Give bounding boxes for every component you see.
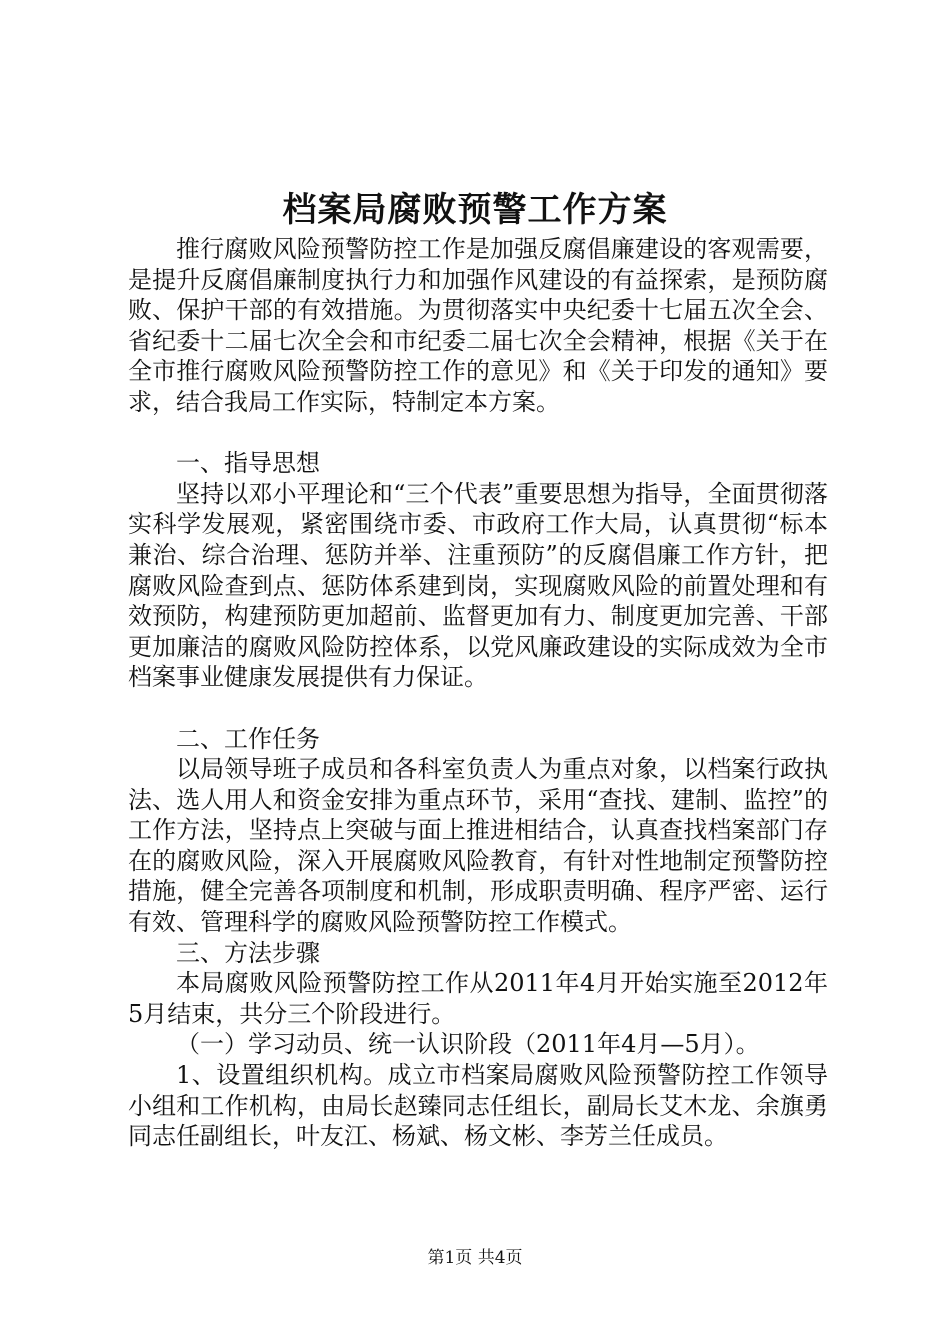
section-heading-method-steps: 三、方法步骤 xyxy=(176,938,320,967)
paragraph-gap xyxy=(128,693,828,724)
section-heading-work-tasks: 二、工作任务 xyxy=(176,724,320,753)
method-steps-paragraph: 本局腐败风险预警防控工作从2011年4月开始实施至2012年5月结束，共分三个阶段进行。 xyxy=(128,969,828,1028)
item-one-paragraph: 1、设置组织机构。成立市档案局腐败风险预警防控工作领导小组和工作机构，由局长赵臻同志任组长，副局长艾木龙、余旗勇同志任副组长，叶友江、杨斌、杨文彬、李芳兰任成员。 xyxy=(128,1061,828,1151)
intro-paragraph: 推行腐败风险预警防控工作是加强反腐倡廉建设的客观需要，是提升反腐倡廉制度执行力和加强作风建设的有益探索，是预防腐败、保护干部的有效措施。为贯彻落实中央纪委十七届五次全会、省纪委十二届七次全会和市纪委二届七次全会精神，根据《关于在全市推行腐败风险预警防控工作的意见》和《关于印发的通知》要求，结合我局工作实际，特制定本方案。 xyxy=(128,235,828,416)
guiding-thought-paragraph: 坚持以邓小平理论和“三个代表”重要思想为指导，全面贯彻落实科学发展观，紧密围绕市委、市政府工作大局，认真贯彻“标本兼治、综合治理、惩防并举、注重预防”的反腐倡廉工作方针，把腐败风险查到点、惩防体系建到岗，实现腐败风险的前置处理和有效预防，构建预防更加超前、监督更加有力、制度更加完善、干部更加廉洁的腐败风险防控体系，以党风廉政建设的实际成效为全市档案事业健康发展提供有力保证。 xyxy=(128,479,828,692)
section-heading-guiding-thought: 一、指导思想 xyxy=(176,449,320,478)
paragraph-gap xyxy=(128,418,828,449)
document-title: 档案局腐败预警工作方案 xyxy=(282,190,668,230)
document-body xyxy=(128,234,828,1152)
work-tasks-paragraph: 以局领导班子成员和各科室负责人为重点对象，以档案行政执法、选人用人和资金安排为重点环节，采用“查找、建制、监控”的工作方法，坚持点上突破与面上推进相结合，认真查找档案部门存在的腐败风险，深入开展腐败风险教育，有针对性地制定预警防控措施，健全完善各项制度和机制，形成职责明确、程序严密、运行有效、管理科学的腐败风险预警防控工作模式。 xyxy=(128,755,828,937)
stage-one-heading: （一）学习动员、统一认识阶段（2011年4月—5月）。 xyxy=(176,1030,760,1059)
page-footer: 第1页 共4页 xyxy=(427,1248,523,1268)
